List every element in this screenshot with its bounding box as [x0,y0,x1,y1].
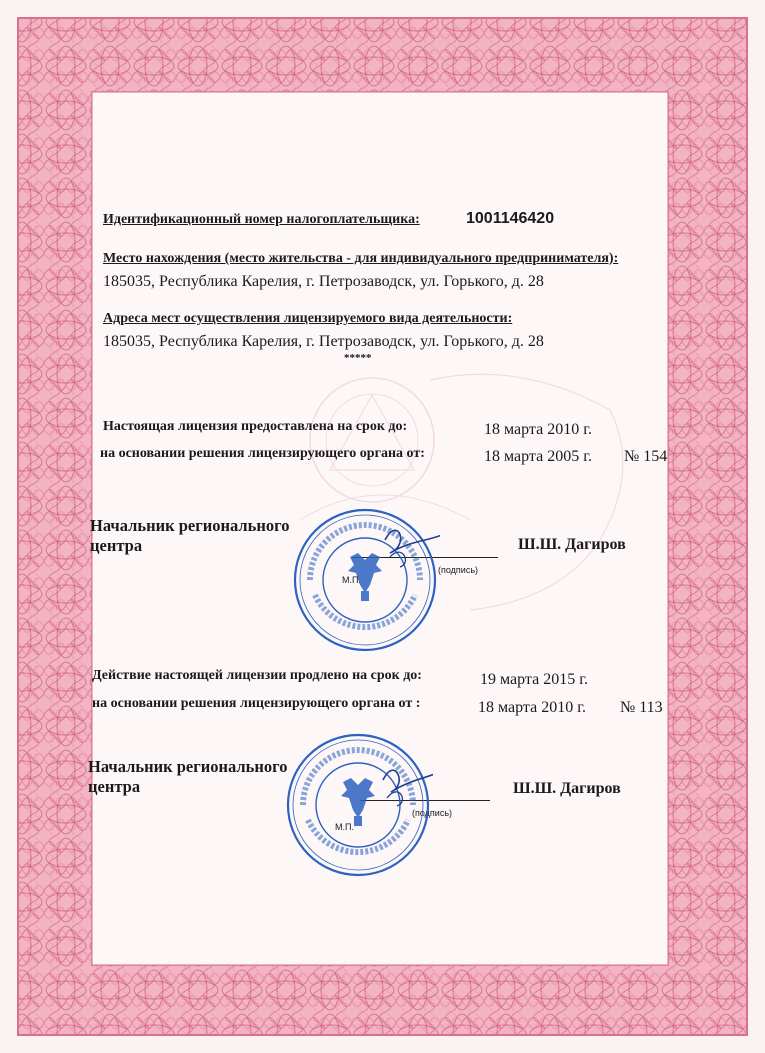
signer-name-2: Ш.Ш. Дагиров [513,780,621,797]
stamp-label-1: М.П. [342,575,361,585]
signature-caption-1: (подпись) [438,565,479,575]
official-seal-2 [283,730,433,880]
chief-position-2: Начальник регионального центра [88,757,288,796]
stamp-label-2: М.П. [335,822,354,832]
activity-address-value: 185035, Республика Карелия, г. Петрозаводск, ул. Горького, д. 28 [103,333,544,350]
extended-label: Действие настоящей лицензии продлено на срок до: [92,668,422,683]
basis-date-1: 18 марта 2005 г. [484,448,592,465]
official-seal-1 [290,505,440,655]
basis-label-1: на основании решения лицензирующего органа от: [100,446,425,461]
granted-label: Настоящая лицензия предоставлена на срок до: [103,419,408,434]
granted-date: 18 марта 2010 г. [484,421,592,438]
location-label: Место нахождения (место жительства - для индивидуального предпринимателя): [103,251,619,266]
signer-name-1: Ш.Ш. Дагиров [518,536,626,553]
chief-position-1: Начальник регионального центра [90,516,290,555]
inn-label: Идентификационный номер налогоплательщика: [103,212,420,227]
location-value: 185035, Республика Карелия, г. Петрозаводск, ул. Горького, д. 28 [103,273,544,290]
basis-label-2: на основании решения лицензирующего органа от : [92,696,421,711]
inn-value: 1001146420 [466,210,555,227]
separator-asterisks: ***** [344,352,372,364]
double-headed-eagle-icon [341,778,375,826]
extended-date: 19 марта 2015 г. [480,671,588,688]
decision-number-1: № 154 [624,448,668,465]
activity-address-label: Адреса мест осуществления лицензируемого вида деятельности: [103,311,513,326]
signature-caption-2: (подпись) [412,808,453,818]
decision-number-2: № 113 [620,699,663,716]
basis-date-2: 18 марта 2010 г. [478,699,586,716]
